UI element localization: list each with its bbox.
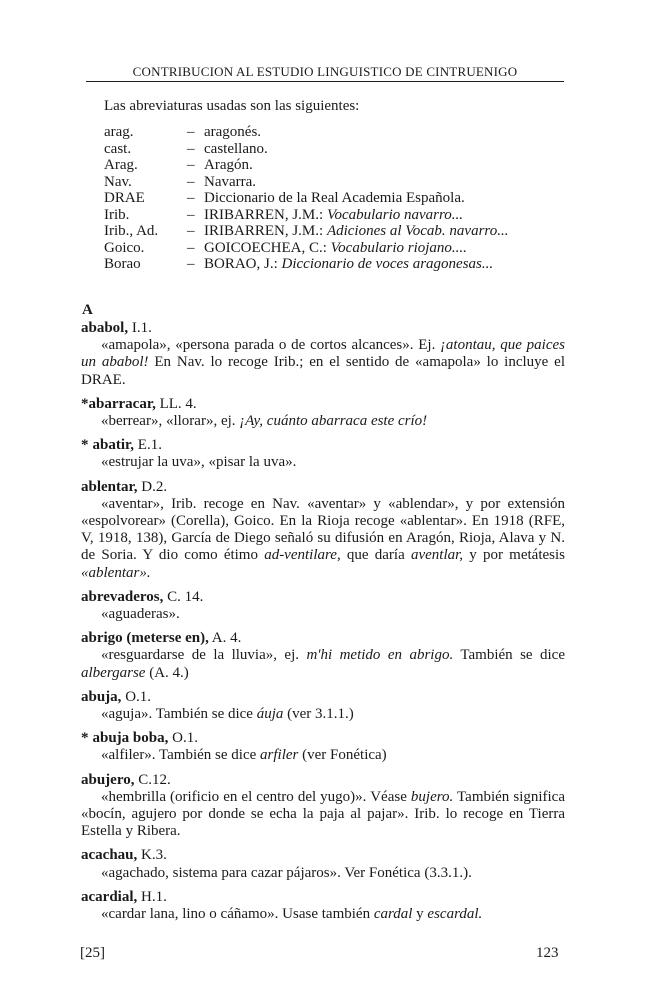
definition-text: aragonés. (204, 124, 262, 140)
dictionary-entry (81, 437, 565, 471)
entry-definition (81, 454, 565, 471)
dictionary-entry (81, 730, 565, 764)
dictionary-entry (81, 589, 565, 623)
entry-reference: C.12. (134, 771, 171, 788)
definition-text: que daría (340, 547, 411, 564)
dictionary-entry (81, 479, 565, 582)
abbreviation-key: Irib. (104, 206, 130, 223)
abbreviation-row (104, 223, 508, 240)
definition-text: castellano. (204, 140, 268, 157)
abbreviation-definition (204, 157, 253, 174)
entry-definition (81, 706, 565, 723)
definition-text: y por metátesis (463, 547, 565, 564)
headword: abujero, (81, 771, 135, 788)
headword: acardial, (81, 888, 138, 905)
abbreviations-list (104, 124, 508, 273)
definition-text: Navarra. (204, 173, 257, 190)
definition-text: (A. 4.) (145, 664, 189, 681)
dictionary-entry (81, 847, 565, 881)
entry-definition (81, 647, 565, 681)
abbreviation-definition (204, 174, 256, 191)
definition-text: «resguardarse de la lluvia», ej. (101, 647, 307, 664)
example-italic: escardal. (427, 906, 483, 923)
headword: abuja, (81, 688, 122, 705)
headword: ababol, (81, 320, 129, 336)
abbreviation-row (104, 141, 508, 158)
headword: abrigo (meterse en), (81, 630, 209, 647)
dash: – (187, 256, 195, 272)
dictionary-entry (81, 630, 565, 682)
entry-head (81, 730, 565, 747)
abbreviation-row (104, 157, 508, 174)
asterisk-mark: * (81, 395, 89, 412)
definition-text: GOICOECHEA, C.: (204, 239, 331, 256)
definition-text: BORAO, J.: (204, 256, 282, 272)
abbreviation-key: DRAE (104, 190, 145, 206)
example-italic: arfiler (260, 747, 299, 764)
dictionary-entry (81, 320, 565, 389)
abbreviation-row (104, 190, 508, 207)
abbreviation-key: Irib., Ad. (104, 223, 159, 239)
entry-reference: H.1. (137, 888, 167, 905)
definition-text: «alfiler». También se dice (101, 747, 261, 764)
entry-head (81, 437, 565, 454)
dash: – (187, 239, 195, 256)
asterisk-mark: * (81, 437, 89, 454)
definition-text: y (412, 906, 428, 923)
page-number: 123 (536, 945, 559, 961)
entry-definition (81, 606, 565, 623)
entry-reference: O.1. (168, 730, 198, 747)
entry-definition (81, 413, 565, 430)
dictionary-entry (81, 689, 565, 723)
definition-text: «agachado, sistema para cazar pájaros». Ver Fonética (3.3.1.). (101, 864, 472, 881)
example-italic: ¡Ay, cuánto abarraca este crío! (239, 413, 428, 430)
abbreviation-row (104, 240, 508, 257)
example-italic: cardal (373, 906, 413, 923)
example-italic: albergarse (81, 664, 146, 681)
definition-text: También significa «bocín, agujero por donde se echa la paja al pajar». Irib. lo recoge en Tierra Estella y Ribera. (81, 788, 566, 840)
entry-reference: E.1. (134, 437, 162, 454)
entry-reference: LL. 4. (155, 395, 197, 412)
abbreviation-definition (204, 141, 268, 158)
entry-reference: C. 14. (163, 588, 204, 605)
abbreviation-key: arag. (104, 124, 134, 140)
example-italic: áuja (256, 706, 284, 723)
entry-definition (81, 906, 565, 923)
abbreviation-key: cast. (104, 140, 132, 157)
example-italic: aventlar, (410, 547, 464, 564)
abbreviation-definition (204, 124, 261, 141)
entry-head (81, 889, 565, 906)
headword: acachau, (81, 847, 138, 864)
section-number: [25] (80, 945, 105, 961)
abbreviation-row (104, 124, 508, 141)
abbreviation-key: Borao (104, 256, 141, 272)
definition-title: Diccionario de voces aragonesas... (281, 256, 494, 272)
asterisk-mark: * (81, 730, 89, 747)
definition-text: «aguaderas». (101, 606, 180, 623)
abbreviations-intro: Las abreviaturas usadas son las siguientes: (104, 98, 360, 114)
entry-head (81, 772, 565, 789)
definition-text: (ver 3.1.1.) (283, 706, 354, 723)
definition-text: «cardar lana, lino o cáñamo». Usase también (101, 906, 374, 923)
abbreviation-row (104, 174, 508, 191)
example-italic: ad-ventilare, (264, 547, 341, 564)
entry-head (81, 847, 565, 864)
definition-text: IRIBARREN, J.M.: (204, 206, 327, 223)
entry-reference: K.3. (137, 847, 167, 864)
entry-definition (81, 789, 565, 841)
abbreviation-definition (204, 223, 508, 240)
definition-text: Aragón. (204, 157, 253, 173)
example-italic: bujero. (410, 788, 454, 805)
entry-definition (81, 496, 565, 582)
entry-reference: D.2. (137, 478, 168, 495)
dash: – (187, 173, 195, 190)
entry-head (81, 396, 565, 413)
dash: – (187, 190, 195, 206)
definition-text: También se dice (453, 647, 565, 664)
definition-text: Diccionario de la Real Academia Española. (204, 190, 465, 206)
running-head: CONTRIBUCION AL ESTUDIO LINGUISTICO DE CINTRUENIGO (132, 64, 518, 79)
abbreviation-row (104, 207, 508, 224)
dictionary-entries (81, 320, 565, 930)
entry-head (81, 630, 565, 647)
definition-text: (ver Fonética) (298, 747, 387, 764)
dash: – (187, 140, 195, 157)
dash: – (187, 124, 195, 140)
definition-text: «aventar», Irib. recoge en Nav. «aventar» y «ablendar», y por extensión «espolvorear» (Corella), Goico. En la Rioja recoge «ablentar». En 1918 (RFE, V, 1918, 138), García de Diego señaló su difusión en Aragón, Rioja, Alava y N. de Soria. Y dio como étimo (81, 495, 565, 564)
dictionary-entry (81, 396, 565, 430)
definition-title: Adiciones al Vocab. navarro... (326, 223, 509, 239)
dictionary-entry (81, 889, 565, 923)
header-rule (86, 81, 564, 82)
headword: abarracar, (88, 395, 156, 412)
entry-reference: I.1. (128, 320, 152, 336)
entry-reference: A. 4. (208, 630, 242, 647)
dash: – (187, 223, 195, 239)
abbreviation-key: Nav. (104, 173, 132, 190)
definition-text: «aguja». También se dice (101, 706, 257, 723)
headword: abrevaderos, (81, 588, 164, 605)
example-italic: «ablentar». (81, 564, 151, 581)
definition-text: «hembrilla (orificio en el centro del yugo)». Véase (101, 788, 411, 805)
dash: – (187, 157, 195, 173)
entry-definition (81, 747, 565, 764)
headword: abuja boba, (92, 730, 169, 747)
abbreviation-definition (204, 256, 493, 273)
abbreviation-key: Arag. (104, 157, 138, 173)
example-italic: ¡atontau, que paices un ababol! (81, 337, 565, 371)
abbreviation-row (104, 256, 508, 273)
definition-text: IRIBARREN, J.M.: (204, 223, 327, 239)
abbreviation-key: Goico. (104, 239, 145, 256)
entry-head (81, 479, 565, 496)
letter-heading: A (82, 302, 93, 318)
definition-title: Vocabulario navarro... (326, 206, 464, 223)
definition-text: «estrujar la uva», «pisar la uva». (101, 454, 297, 471)
example-italic: m'hi metido en abrigo. (306, 647, 454, 664)
abbreviation-definition (204, 240, 467, 257)
dash: – (187, 206, 195, 223)
entry-definition (81, 865, 565, 882)
headword: abatir, (92, 437, 135, 454)
definition-text: «berrear», «llorar», ej. (101, 413, 240, 430)
abbreviation-definition (204, 190, 465, 207)
definition-text: «amapola», «persona parada o de cortos alcances». Ej. (101, 337, 441, 354)
headword: ablentar, (81, 478, 138, 495)
definition-title: Vocabulario riojano.... (330, 239, 467, 256)
abbreviation-definition (204, 207, 463, 224)
entry-definition (81, 337, 565, 389)
definition-text: En Nav. lo recoge Irib.; en el sentido de «amapola» lo incluye el DRAE. (81, 354, 566, 388)
dictionary-entry (81, 772, 565, 841)
entry-reference: O.1. (121, 688, 152, 705)
entry-head (81, 589, 565, 606)
entry-head (81, 320, 565, 337)
entry-head (81, 689, 565, 706)
